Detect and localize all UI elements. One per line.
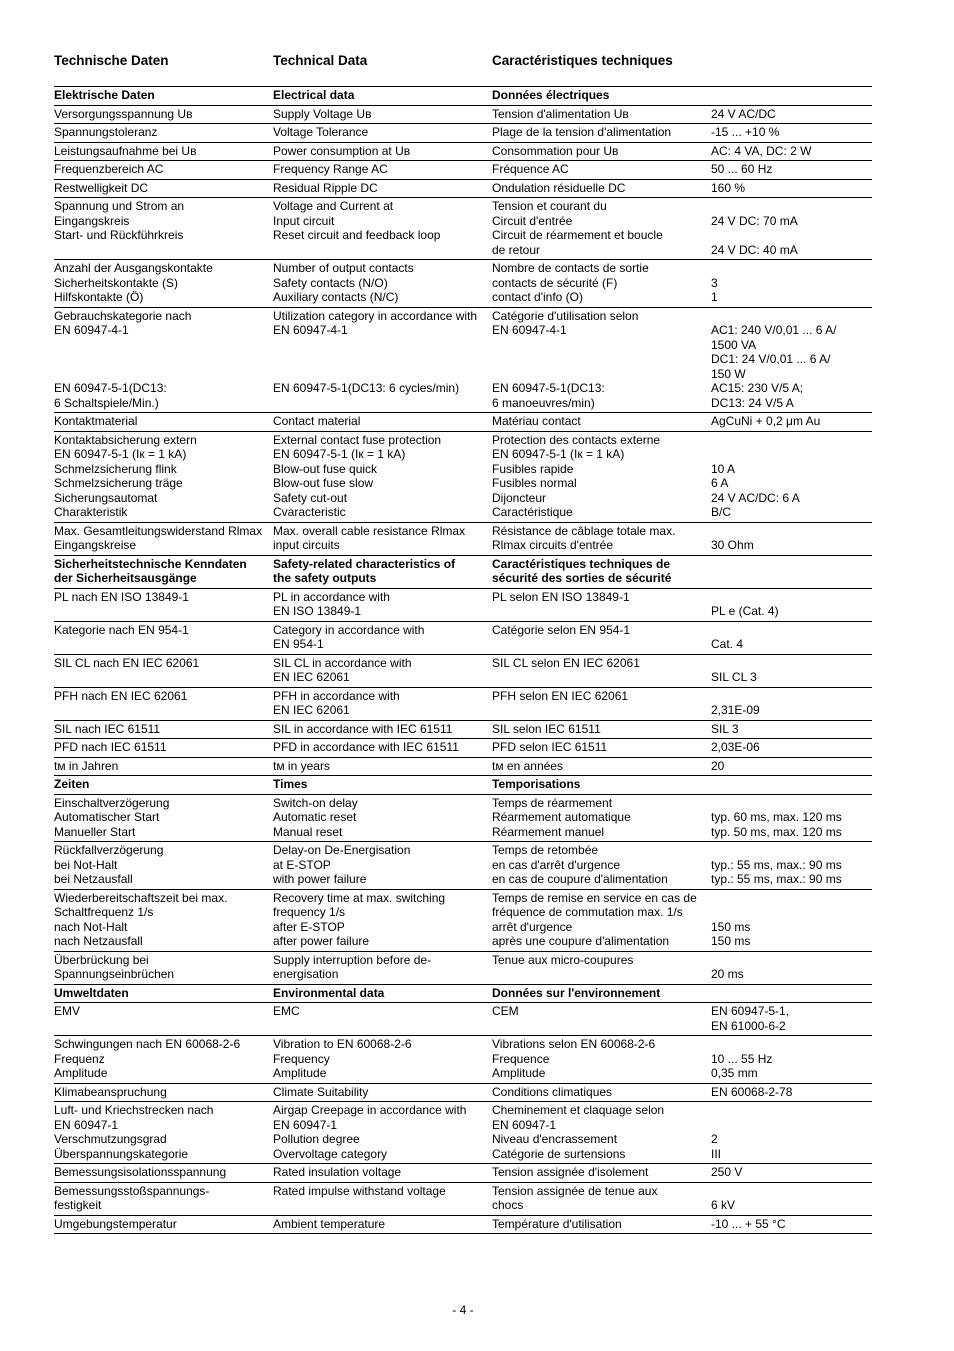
- value-cell: 3 1: [711, 260, 872, 308]
- table-row: [54, 198, 872, 260]
- german-cell: Gebrauchskategorie nach EN 60947-4-1 EN 60947-5-1(DC13: 6 Schaltspiele/Min.): [54, 307, 273, 413]
- french-cell: Température d'utilisation: [492, 1215, 711, 1234]
- english-cell: Voltage Tolerance: [273, 124, 492, 143]
- french-cell: Cheminement et claquage selon EN 60947-1 Niveau d'encrassement Catégorie de surtensions: [492, 1102, 711, 1164]
- french-cell: Matériau contact: [492, 413, 711, 432]
- french-cell: Conditions climatiques: [492, 1083, 711, 1102]
- german-cell: Umgebungstemperatur: [54, 1215, 273, 1234]
- table-row: [54, 794, 872, 842]
- english-cell: EMC: [273, 1003, 492, 1036]
- value-cell: 6 kV: [711, 1182, 872, 1215]
- value-cell: [711, 555, 872, 588]
- value-cell: 2 III: [711, 1102, 872, 1164]
- french-cell: SIL selon IEC 61511: [492, 720, 711, 739]
- german-cell: Luft- und Kriechstrecken nach EN 60947-1 Verschmutzungsgrad Überspannungskategorie: [54, 1102, 273, 1164]
- table-row: [54, 124, 872, 143]
- german-cell: Kategorie nach EN 954-1: [54, 621, 273, 654]
- value-cell: 10 A 6 A 24 V AC/DC: 6 A B/C: [711, 431, 872, 522]
- table-row: [54, 720, 872, 739]
- english-cell: Utilization category in accordance with EN 60947-4-1 EN 60947-5-1(DC13: 6 cycles/min): [273, 307, 492, 413]
- header-french: Caractéristiques techniques: [492, 53, 673, 68]
- table-row: [54, 1036, 872, 1084]
- french-cell: Tension assignée d'isolement: [492, 1164, 711, 1183]
- value-cell: typ.: 55 ms, max.: 90 ms typ.: 55 ms, max.: 90 ms: [711, 842, 872, 890]
- table-row: [54, 687, 872, 720]
- value-cell: 30 Ohm: [711, 522, 872, 555]
- english-cell: SIL CL in accordance with EN IEC 62061: [273, 654, 492, 687]
- table-row: [54, 1215, 872, 1234]
- german-cell: Anzahl der Ausgangskontakte Sicherheitskontakte (S) Hilfskontakte (Ö): [54, 260, 273, 308]
- table-row: [54, 1003, 872, 1036]
- value-cell: 10 ... 55 Hz 0,35 mm: [711, 1036, 872, 1084]
- value-cell: 160 %: [711, 179, 872, 198]
- german-cell: Zeiten: [54, 776, 273, 795]
- section-row: [54, 776, 872, 795]
- english-cell: Vibration to EN 60068-2-6 Frequency Amplitude: [273, 1036, 492, 1084]
- german-cell: Bemessungsstoßspannungs- festigkeit: [54, 1182, 273, 1215]
- english-cell: Category in accordance with EN 954-1: [273, 621, 492, 654]
- table-row: [54, 1164, 872, 1183]
- english-cell: Delay-on De-Energisation at E-STOP with power failure: [273, 842, 492, 890]
- english-cell: Climate Suitability: [273, 1083, 492, 1102]
- german-cell: Wiederbereitschaftszeit bei max. Schaltfrequenz 1/s nach Not-Halt nach Netzausfall: [54, 889, 273, 951]
- value-cell: 50 ... 60 Hz: [711, 161, 872, 180]
- german-cell: Schwingungen nach EN 60068-2-6 Frequenz Amplitude: [54, 1036, 273, 1084]
- french-cell: Tenue aux micro-coupures: [492, 951, 711, 984]
- french-cell: Plage de la tension d'alimentation: [492, 124, 711, 143]
- german-cell: Max. Gesamtleitungswiderstand Rlmax Eingangskreise: [54, 522, 273, 555]
- section-row: [54, 555, 872, 588]
- table-row: [54, 757, 872, 776]
- english-cell: Supply Voltage Uв: [273, 105, 492, 124]
- section-row: [54, 984, 872, 1003]
- english-cell: Rated impulse withstand voltage: [273, 1182, 492, 1215]
- value-cell: AgCuNi + 0,2 μm Au: [711, 413, 872, 432]
- table-row: [54, 179, 872, 198]
- value-cell: PL e (Cat. 4): [711, 588, 872, 621]
- value-cell: 20 ms: [711, 951, 872, 984]
- german-cell: Überbrückung bei Spannungseinbrüchen: [54, 951, 273, 984]
- table-row: [54, 739, 872, 758]
- english-cell: SIL in accordance with IEC 61511: [273, 720, 492, 739]
- value-cell: [711, 984, 872, 1003]
- value-cell: [711, 87, 872, 106]
- value-cell: -15 ... +10 %: [711, 124, 872, 143]
- german-cell: Kontaktmaterial: [54, 413, 273, 432]
- value-cell: typ. 60 ms, max. 120 ms typ. 50 ms, max. 120 ms: [711, 794, 872, 842]
- table-row: [54, 413, 872, 432]
- german-cell: PFD nach IEC 61511: [54, 739, 273, 758]
- value-cell: 2,31E-09: [711, 687, 872, 720]
- french-cell: Vibrations selon EN 60068-2-6 Frequence Amplitude: [492, 1036, 711, 1084]
- english-cell: External contact fuse protection EN 60947-5-1 (Iк = 1 kA) Blow-out fuse quick Blow-out fuse slow Safety cut-out Cvaracteristic: [273, 431, 492, 522]
- technical-data-table: [54, 86, 872, 1234]
- value-cell: EN 60947-5-1, EN 61000-6-2: [711, 1003, 872, 1036]
- table-row: [54, 621, 872, 654]
- english-cell: PFH in accordance with EN IEC 62061: [273, 687, 492, 720]
- french-cell: Tension et courant du Circuit d'entrée Circuit de réarmement et boucle de retour: [492, 198, 711, 260]
- english-cell: Times: [273, 776, 492, 795]
- table-row: [54, 889, 872, 951]
- french-cell: Catégorie d'utilisation selon EN 60947-4-1 EN 60947-5-1(DC13: 6 manoeuvres/min): [492, 307, 711, 413]
- german-cell: Spannung und Strom an Eingangskreis Start- und Rückführkreis: [54, 198, 273, 260]
- german-cell: EMV: [54, 1003, 273, 1036]
- english-cell: Recovery time at max. switching frequency 1/s after E-STOP after power failure: [273, 889, 492, 951]
- german-cell: Einschaltverzögerung Automatischer Start Manueller Start: [54, 794, 273, 842]
- german-cell: SIL CL nach EN IEC 62061: [54, 654, 273, 687]
- french-cell: Temps de réarmement Réarmement automatique Réarmement manuel: [492, 794, 711, 842]
- table-row: [54, 431, 872, 522]
- table-row: [54, 142, 872, 161]
- french-cell: Catégorie selon EN 954-1: [492, 621, 711, 654]
- german-cell: Bemessungsisolationsspannung: [54, 1164, 273, 1183]
- english-cell: Power consumption at Uв: [273, 142, 492, 161]
- german-cell: Sicherheitstechnische Kenndaten der Sicherheitsausgänge: [54, 555, 273, 588]
- french-cell: Caractéristiques techniques de sécurité des sorties de sécurité: [492, 555, 711, 588]
- german-cell: Versorgungsspannung Uв: [54, 105, 273, 124]
- french-cell: Données sur l'environnement: [492, 984, 711, 1003]
- value-cell: 24 V DC: 70 mA 24 V DC: 40 mA: [711, 198, 872, 260]
- german-cell: PFH nach EN IEC 62061: [54, 687, 273, 720]
- english-cell: Airgap Creepage in accordance with EN 60947-1 Pollution degree Overvoltage category: [273, 1102, 492, 1164]
- english-cell: Electrical data: [273, 87, 492, 106]
- french-cell: Tension assignée de tenue aux chocs: [492, 1182, 711, 1215]
- german-cell: Spannungstoleranz: [54, 124, 273, 143]
- english-cell: tм in years: [273, 757, 492, 776]
- english-cell: Supply interruption before de- energisation: [273, 951, 492, 984]
- english-cell: Contact material: [273, 413, 492, 432]
- german-cell: Kontaktabsicherung extern EN 60947-5-1 (Iк = 1 kA) Schmelzsicherung flink Schmelzsicherung träge Sicherungsautomat Charakteristik: [54, 431, 273, 522]
- french-cell: Temps de retombée en cas d'arrêt d'urgence en cas de coupure d'alimentation: [492, 842, 711, 890]
- table-row: [54, 588, 872, 621]
- english-cell: Residual Ripple DC: [273, 179, 492, 198]
- german-cell: Frequenzbereich AC: [54, 161, 273, 180]
- header-english: Technical Data: [273, 53, 368, 68]
- german-cell: Elektrische Daten: [54, 87, 273, 106]
- value-cell: [711, 776, 872, 795]
- section-row: [54, 87, 872, 106]
- value-cell: Cat. 4: [711, 621, 872, 654]
- german-cell: Rückfallverzögerung bei Not-Halt bei Netzausfall: [54, 842, 273, 890]
- french-cell: Temporisations: [492, 776, 711, 795]
- english-cell: Safety-related characteristics of the safety outputs: [273, 555, 492, 588]
- value-cell: 24 V AC/DC: [711, 105, 872, 124]
- table-row: [54, 161, 872, 180]
- french-cell: Fréquence AC: [492, 161, 711, 180]
- german-cell: Umweltdaten: [54, 984, 273, 1003]
- table-row: [54, 951, 872, 984]
- table-row: [54, 105, 872, 124]
- french-cell: Données électriques: [492, 87, 711, 106]
- english-cell: Rated insulation voltage: [273, 1164, 492, 1183]
- english-cell: Number of output contacts Safety contacts (N/O) Auxiliary contacts (N/C): [273, 260, 492, 308]
- german-cell: SIL nach IEC 61511: [54, 720, 273, 739]
- french-cell: PFD selon IEC 61511: [492, 739, 711, 758]
- table-row: [54, 260, 872, 308]
- french-cell: PFH selon EN IEC 62061: [492, 687, 711, 720]
- table-row: [54, 1102, 872, 1164]
- table-row: [54, 522, 872, 555]
- english-cell: Max. overall cable resistance Rlmax input circuits: [273, 522, 492, 555]
- table-row: [54, 1182, 872, 1215]
- french-cell: CEM: [492, 1003, 711, 1036]
- page-number: - 4 -: [452, 1303, 474, 1317]
- table-row: [54, 1083, 872, 1102]
- english-cell: PL in accordance with EN ISO 13849-1: [273, 588, 492, 621]
- english-cell: Environmental data: [273, 984, 492, 1003]
- table-row: [54, 307, 872, 413]
- german-cell: Klimabeanspruchung: [54, 1083, 273, 1102]
- french-cell: tм en années: [492, 757, 711, 776]
- value-cell: 20: [711, 757, 872, 776]
- english-cell: Voltage and Current at Input circuit Reset circuit and feedback loop: [273, 198, 492, 260]
- english-cell: Switch-on delay Automatic reset Manual reset: [273, 794, 492, 842]
- french-cell: Protection des contacts externe EN 60947-5-1 (Iк = 1 kA) Fusibles rapide Fusibles normal Dijoncteur Caractéristique: [492, 431, 711, 522]
- value-cell: SIL 3: [711, 720, 872, 739]
- french-cell: Nombre de contacts de sortie contacts de sécurité (F) contact d'info (O): [492, 260, 711, 308]
- german-cell: Leistungsaufnahme bei Uв: [54, 142, 273, 161]
- technical-data-body: [54, 87, 872, 1234]
- french-cell: Tension d'alimentation Uв: [492, 105, 711, 124]
- value-cell: AC: 4 VA, DC: 2 W: [711, 142, 872, 161]
- value-cell: 150 ms 150 ms: [711, 889, 872, 951]
- french-cell: Résistance de câblage totale max. Rlmax circuits d'entrée: [492, 522, 711, 555]
- value-cell: SIL CL 3: [711, 654, 872, 687]
- value-cell: 250 V: [711, 1164, 872, 1183]
- french-cell: Temps de remise en service en cas de fréquence de commutation max. 1/s arrêt d'urgence après une coupure d'alimentation: [492, 889, 711, 951]
- value-cell: 2,03E-06: [711, 739, 872, 758]
- german-cell: tм in Jahren: [54, 757, 273, 776]
- english-cell: Frequency Range AC: [273, 161, 492, 180]
- table-row: [54, 842, 872, 890]
- french-cell: Ondulation résiduelle DC: [492, 179, 711, 198]
- french-cell: Consommation pour Uв: [492, 142, 711, 161]
- value-cell: -10 ... + 55 °C: [711, 1215, 872, 1234]
- value-cell: AC1: 240 V/0,01 ... 6 A/ 1500 VA DC1: 24 V/0,01 ... 6 A/ 150 W AC15: 230 V/5 A; DC13: 24 V/5 A: [711, 307, 872, 413]
- german-cell: PL nach EN ISO 13849-1: [54, 588, 273, 621]
- table-row: [54, 654, 872, 687]
- german-cell: Restwelligkeit DC: [54, 179, 273, 198]
- english-cell: Ambient temperature: [273, 1215, 492, 1234]
- value-cell: EN 60068-2-78: [711, 1083, 872, 1102]
- french-cell: PL selon EN ISO 13849-1: [492, 588, 711, 621]
- header-german: Technische Daten: [54, 53, 169, 68]
- french-cell: SIL CL selon EN IEC 62061: [492, 654, 711, 687]
- english-cell: PFD in accordance with IEC 61511: [273, 739, 492, 758]
